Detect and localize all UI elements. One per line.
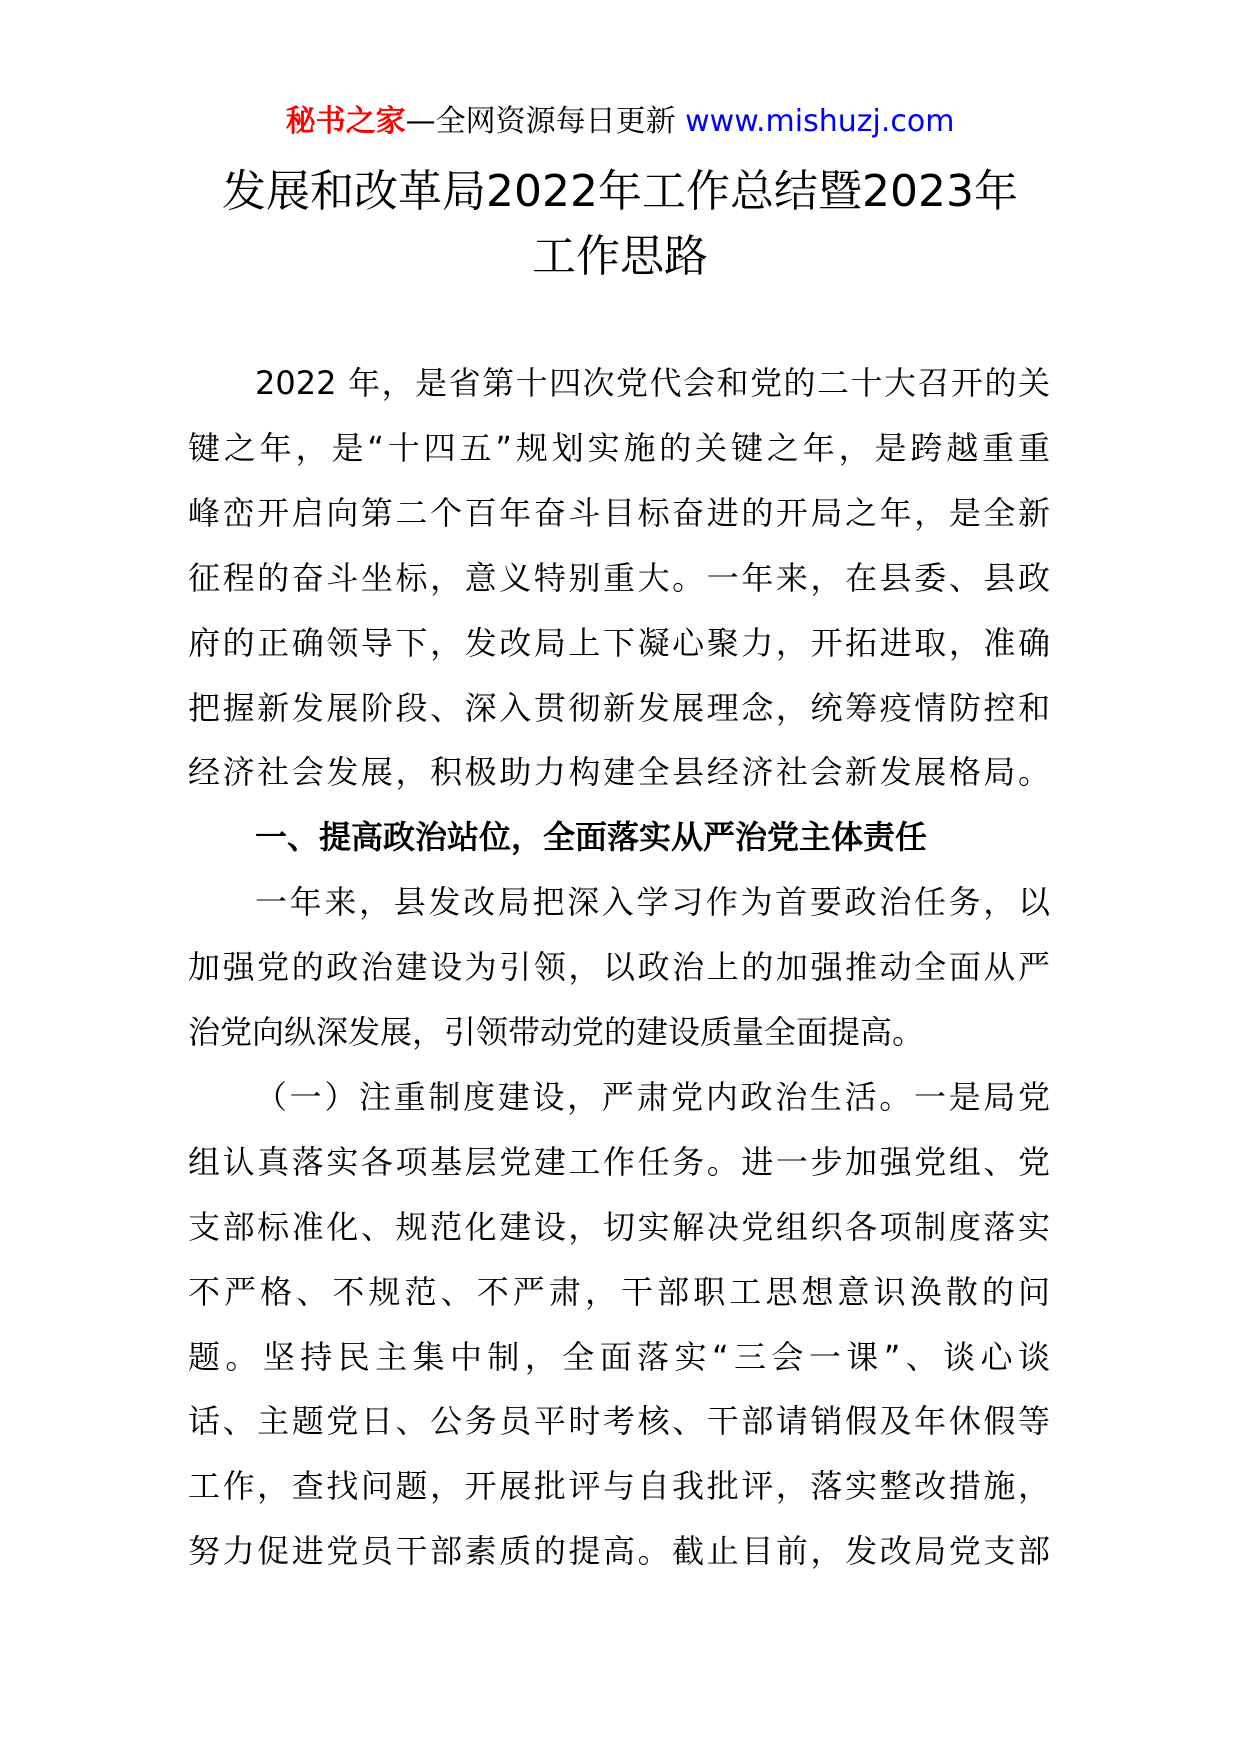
body-text-line: 治党向纵深发展，引领带动党的建设质量全面提高。 xyxy=(188,1013,925,1051)
body-text-line: 峰峦开启向第二个百年奋斗目标奋进的开局之年，是全新 xyxy=(188,493,1050,532)
body-text-line: 经济社会发展，积极助力构建全县经济社会新发展格局。 xyxy=(188,753,1050,792)
body-text-line: 支部标准化、规范化建设，切实解决党组织各项制度落实 xyxy=(188,1207,1050,1246)
body-text-line: 把握新发展阶段、深入贯彻新发展理念，统筹疫情防控和 xyxy=(188,688,1050,727)
body-text-line: （一）注重制度建设，严肃党内政治生活。一是局党 xyxy=(255,1077,1050,1116)
document-title-line-2: 工作思路 xyxy=(532,231,708,282)
section-heading: 一、提高政治站位，全面落实从严治党主体责任 xyxy=(255,818,928,857)
watermark-header xyxy=(0,102,1240,142)
body-text-line: 题。坚持民主集中制，全面落实“三会一课”、谈心谈 xyxy=(188,1337,1050,1376)
body-text-line: 话、主题党日、公务员平时考核、干部请销假及年休假等 xyxy=(188,1402,1050,1441)
body-text-line: 努力促进党员干部素质的提高。截止目前，发改局党支部 xyxy=(188,1532,1050,1571)
body-text-line: 不严格、不规范、不严肃，干部职工思想意识涣散的问 xyxy=(188,1272,1050,1311)
document-title-line-1: 发展和改革局2022年工作总结暨2023年 xyxy=(222,166,1018,217)
brand-name: 秘书之家 xyxy=(285,104,406,139)
header-url[interactable]: www.mishuzj.com xyxy=(685,104,955,139)
body-text-line: 加强党的政治建设为引领，以政治上的加强推动全面从严 xyxy=(188,948,1050,987)
header-tagline: —全网资源每日更新 xyxy=(405,104,686,139)
body-text-line: 键之年，是“十四五”规划实施的关键之年，是跨越重重 xyxy=(188,428,1050,467)
body-text-line: 工作，查找问题，开展批评与自我批评，落实整改措施， xyxy=(188,1467,1050,1506)
body-text-line: 征程的奋斗坐标，意义特别重大。一年来，在县委、县政 xyxy=(188,558,1050,597)
body-text-line: 2022 年，是省第十四次党代会和党的二十大召开的关 xyxy=(255,364,1050,402)
body-text-line: 府的正确领导下，发改局上下凝心聚力，开拓进取，准确 xyxy=(188,623,1050,662)
body-text-line: 一年来，县发改局把深入学习作为首要政治任务，以 xyxy=(255,883,1050,922)
body-text-line: 组认真落实各项基层党建工作任务。进一步加强党组、党 xyxy=(188,1142,1050,1181)
